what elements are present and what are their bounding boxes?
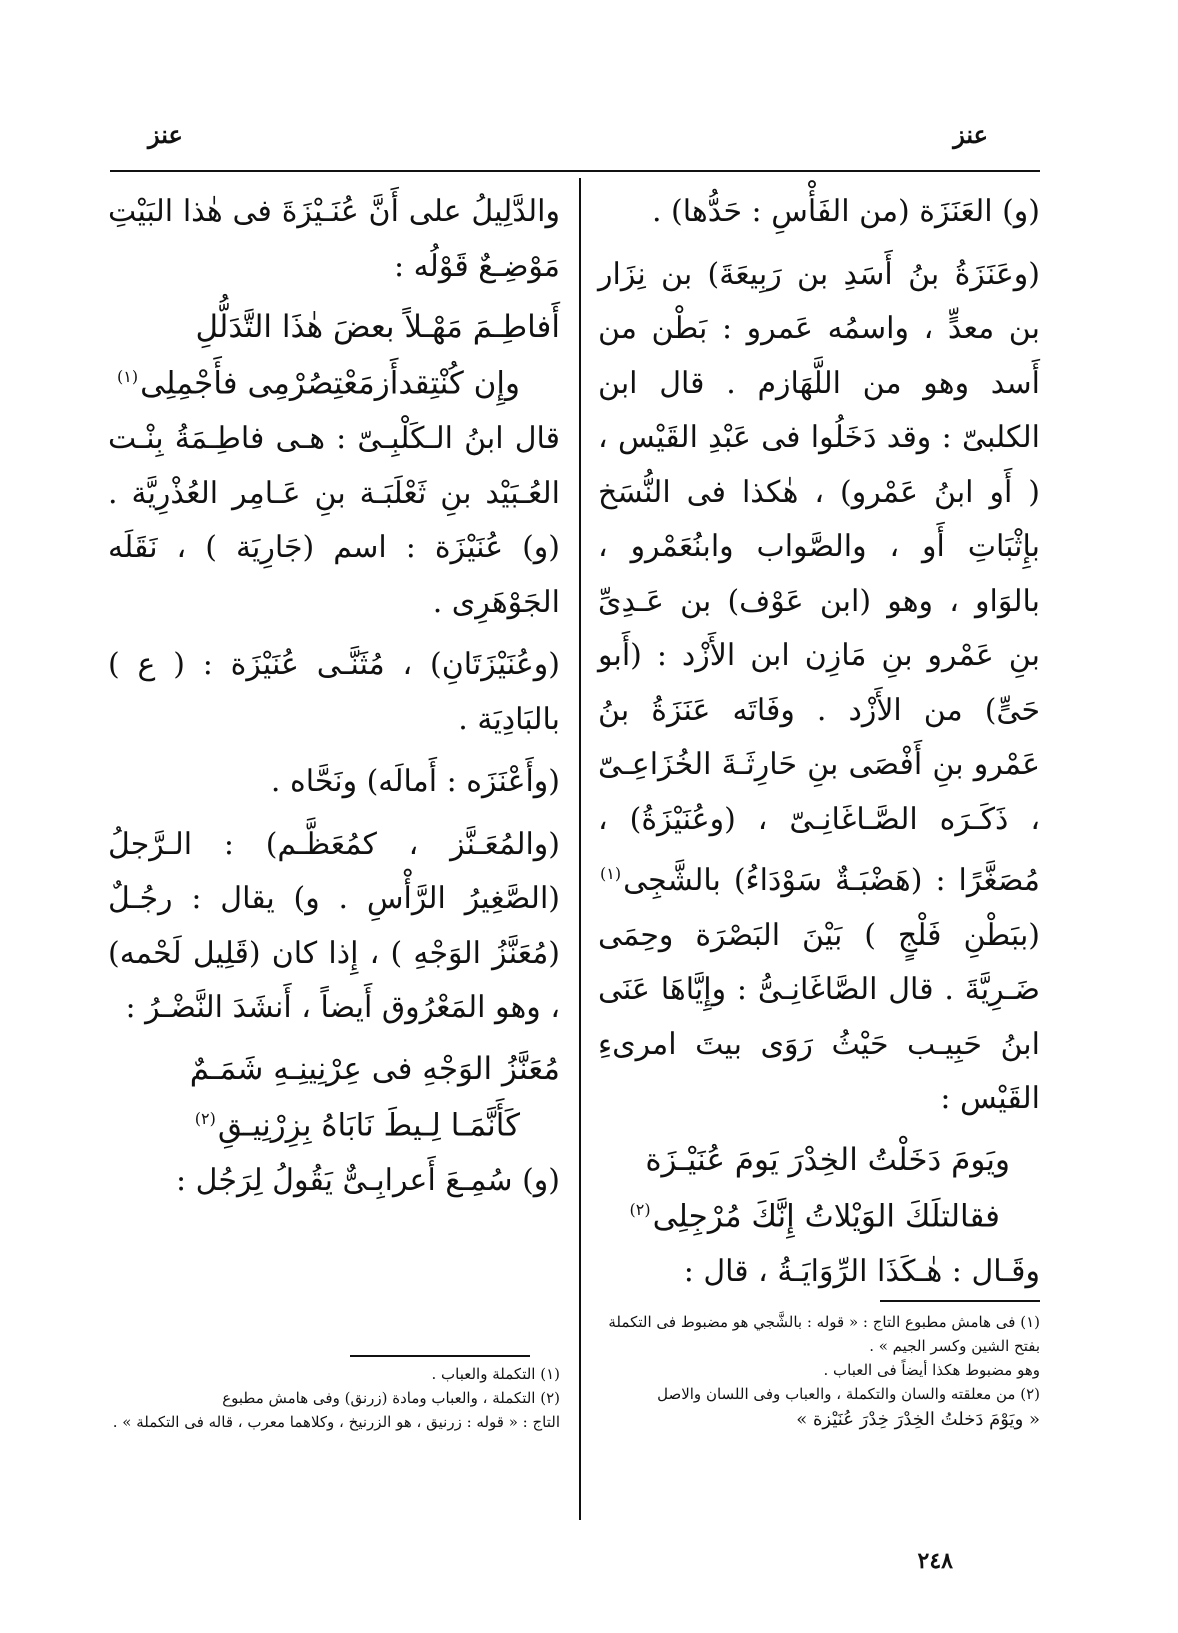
paragraph: والدَّلِيلُ على أَنَّ عُنَـيْزَةَ فى هٰذا البَيْتِ مَوْضِـعٌ قَوْلُه : [108,194,560,284]
poem-verse [598,1135,1040,1241]
paragraph: قال ابنُ الـكَلْبِـىّ : هـى فاطِـمَةُ بِنْـت العُـبَيْد بنِ ثَعْلَبَـة بنِ عَـامِر العُذْرِيَّة . (و) عُنَيْزَة : اسم (جَارِيَة ) ، نَقَلَه الجَوْهَرِى . [108,421,560,620]
verse-text: كَأَنَّمَـا لِـيطَ نَابَاهُ بِزِرْنِيـقِ [217,1107,520,1144]
footnote-rule [350,1355,530,1357]
footnote: (١) فى هامش مطبوع التاج : « قوله : بالشَّجي هو مضبوط فى التكملة بفتح الشين وكسر الجيم » . [608,1313,1040,1355]
poem-verse [108,1044,560,1150]
paragraph-text: (وعَنَزَةُ بنُ أَسَدِ بن رَبِيعَةَ) بن نِزَار بن معدٍّ ، واسمُه عَمرو : بَطْن من أَسد وهو من اللَّهَازم . قال ابن الكلبىّ : وقد دَخَلُوا فى عَبْدِ القَيْس ، ( أَو ابنُ عَمْرو) ، هٰكذا فى النُّسَخ بإِثْبَاتِ أَو ، والصَّواب وابنُعَمْرو ، بالوَاو ، وهو (ابن عَوْف) بن عَـدِىِّ بنِ عَمْرو بنِ مَازِن ابن الأَزْد : (أَبو حَىٍّ) من الأَزْد . وفَاتَه عَنَزَةُ بنُ عَمْرو بنِ أَفْصَى بنِ حَارِثَـةَ الخُزَاعِـىّ ، ذَكَـرَه الصَّـاغَانِـىّ ، (وعُنَيْزَةُ) ، مُصَغَّرًا : (هَضْبَـةٌ سَوْدَاءُ) بالشَّجِى [598,256,1040,898]
footnotes-right [598,1310,1040,1432]
page-number: ٢٤٨ [917,1548,953,1574]
poem-verse [108,302,560,408]
running-head-left: عنز [148,120,183,149]
header-rule [110,170,1040,172]
footnote: (١) التكملة والعباب . [431,1365,560,1383]
paragraph: (وأَعْنَزَه : أَمالَه) ونَحَّاه . [270,764,560,800]
footnote-marker: (١) [600,864,622,883]
footnotes-left [108,1362,560,1434]
paragraph: (و) سُمِـعَ أَعرابِـىٌّ يَقُولُ لِرَجُل : [176,1163,560,1199]
paragraph [598,248,1040,1127]
paragraph-text: (ببَطْنِ فَلْجٍ ) بَيْنَ البَصْرَة وحِمَى ضَـرِيَّةَ . قال الصَّاغَانِـىُّ : وإِيَّاهَا عَنَى ابنُ حَبِيـب حَيْثُ رَوَى بيتَ امرىءِ القَيْس : [598,917,1040,1116]
footnote-marker: (١) [117,367,139,386]
verse-text: فقالتلَكَ الوَيْلاتُ إِنَّكَ مُرْجِلِى [652,1197,1000,1234]
verse-first-hemistich: مُعَنَّزُ الوَجْهِ فى عِرْنِينِـهِ شَمَـمٌ [189,1050,560,1087]
verse-second-hemistich [108,352,560,408]
column-divider [579,178,581,1520]
paragraph: (والمُعَـنَّز ، كمُعَظَّـم) : الـرَّجلُ (الصَّغِيرُ الرَّأْسِ . و) يقال : رجُـلٌ (مُعَنَّزُ الوَجْهِ ) ، إِذا كان (قَلِيل لَحْمه) ، وهو المَعْرُوق أَيضاً ، أَنشَدَ النَّضْـرُ : [108,826,560,1026]
verse-first-hemistich: أَفاطِـمَ مَهْـلاً بعضَ هٰذَا التَّدَلُّلِ [195,309,560,345]
verse-second-hemistich [108,1094,560,1150]
footnote-marker: (٢) [629,1199,651,1219]
footnote: (٢) من معلقته والسان والتكملة ، والعباب وفى اللسان والاصل [657,1385,1040,1403]
verse-first-hemistich: ويَومَ دَخَلْتُ الخِدْرَ يَومَ عُنَيْـزَة [645,1141,1010,1178]
footnote-rule [880,1300,1040,1302]
footnote: التاج : « قوله : زرنيق ، هو الزرنيخ ، وكلاهما معرب ، قاله فى التكملة » . [112,1413,560,1431]
paragraph: وقَـال : هٰـكَذَا الرِّوَايَـةُ ، قال : [683,1253,1040,1289]
verse-second-hemistich [598,1185,1040,1241]
footnote: « ويَوْمَ دَخلتُ الخِدْرَ خِدْرَ عُنَيْزة » [796,1409,1040,1430]
right-column [598,185,1040,1307]
paragraph: (و) العَنَزَة (من الفَأْسِ : حَدُّها) . [651,194,1040,229]
left-column [108,185,560,1217]
footnote-marker: (٢) [194,1108,216,1128]
footnote: وهو مضبوط هكذا أيضاً فى العباب . [823,1361,1040,1379]
paragraph: (وعُنَيْزَتَانِ) ، مُثَنَّـى عُنَيْزَة : ( ع ) بالبَادِيَة . [108,647,560,737]
verse-text: وإِن كُنْتِقدأَزمَعْتِصُرْمِى فأَجْمِلِى [140,365,520,402]
running-head-right: عنز [953,120,988,149]
footnote: (٢) التكملة ، والعباب ومادة (زرنق) وفى هامش مطبوع [222,1389,560,1407]
